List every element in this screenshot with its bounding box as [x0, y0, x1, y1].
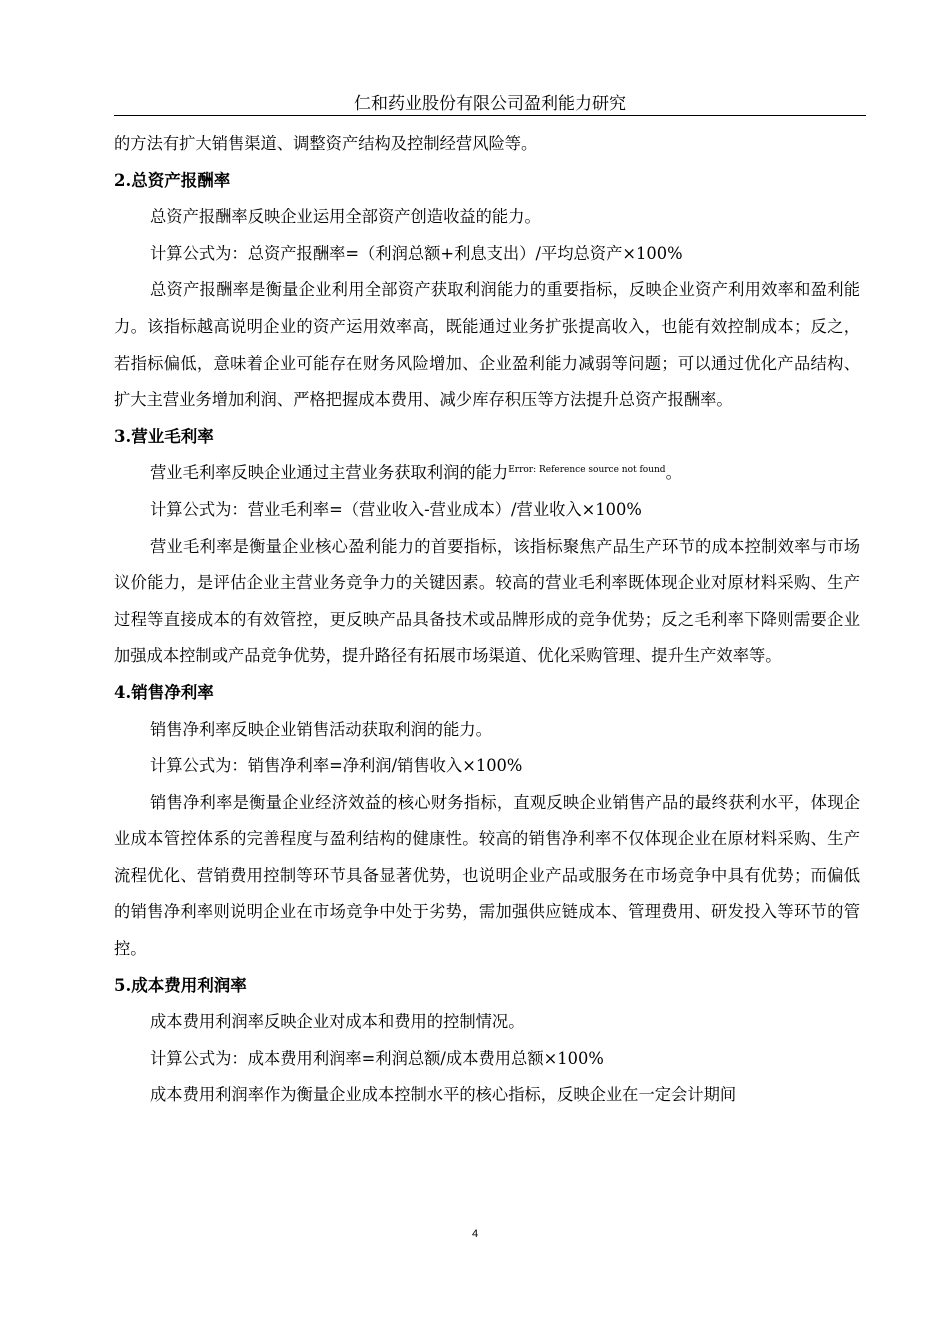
paragraph-formula-2: 计算公式为：总资产报酬率=（利润总额+利息支出）/平均总资产×100% [150, 243, 683, 263]
header-rule [114, 115, 866, 116]
paragraph-definition-3 [114, 455, 860, 492]
paragraph-definition-5: 成本费用利润率反映企业对成本和费用的控制情况。 [150, 1012, 525, 1032]
paragraph-analysis-2: 总资产报酬率是衡量企业利用全部资产获取利润能力的重要指标，反映企业资产利用效率和盈利能力。该指标越高说明企业的资产运用效率高，既能通过业务扩张提高收入，也能有效控制成本；反之，若指标偏低，意味着企业可能存在财务风险增加、企业盈利能力减弱等问题；可以通过优化产品结构、扩大主营业务增加利润、严格把握成本费用、减少库存积压等方法提升总资产报酬率。 [114, 280, 860, 410]
section-heading-4: 4.销售净利率 [114, 682, 214, 702]
paragraph-analysis-3: 营业毛利率是衡量企业核心盈利能力的首要指标，该指标聚焦产品生产环节的成本控制效率与市场议价能力，是评估企业主营业务竞争力的关键因素。较高的营业毛利率既体现企业对原材料采购、生产过程等直接成本的有效管控，更反映产品具备技术或品牌形成的竞争优势；反之毛利率下降则需要企业加强成本控制或产品竞争优势，提升路径有拓展市场渠道、优化采购管理、提升生产效率等。 [114, 536, 860, 666]
paragraph-definition-2: 总资产报酬率反映企业运用全部资产创造收益的能力。 [150, 207, 541, 227]
section-heading-5: 5.成本费用利润率 [114, 975, 247, 995]
section-heading-2: 2.总资产报酬率 [114, 170, 231, 190]
paragraph-definition-4: 销售净利率反映企业销售活动获取利润的能力。 [150, 719, 492, 739]
paragraph-formula-3: 计算公式为：营业毛利率=（营业收入-营业成本）/营业收入×100% [150, 499, 642, 519]
definition-3-text: 营业毛利率反映企业通过主营业务获取利润的能力 [150, 463, 509, 483]
running-header: 仁和药业股份有限公司盈利能力研究 [354, 94, 626, 114]
definition-3-end: 。 [665, 463, 682, 483]
page-number: 4 [471, 1228, 479, 1240]
paragraph-continued: 的方法有扩大销售渠道、调整资产结构及控制经营风险等。 [114, 134, 538, 153]
page-body [114, 126, 860, 1114]
paragraph-analysis-5: 成本费用利润率作为衡量企业成本控制水平的核心指标，反映企业在一定会计期间 [150, 1085, 737, 1105]
paragraph-formula-5: 计算公式为：成本费用利润率=利润总额/成本费用总额×100% [150, 1048, 604, 1068]
paragraph-analysis-4: 销售净利率是衡量企业经济效益的核心财务指标，直观反映企业销售产品的最终获利水平，体现企业成本管控体系的完善程度与盈利结构的健康性。较高的销售净利率不仅体现企业在原材料采购、生产流程优化、营销费用控制等环节具备显著优势，也说明企业产品或服务在市场竞争中具有优势；而偏低的销售净利率则说明企业在市场竞争中处于劣势，需加强供应链成本、管理费用、研发投入等环节的管控。 [114, 792, 860, 959]
paragraph-formula-4: 计算公式为：销售净利率=净利润/销售收入×100% [150, 756, 523, 776]
reference-error-text: Error: Reference source not found [508, 465, 666, 476]
section-heading-3: 3.营业毛利率 [114, 426, 214, 446]
